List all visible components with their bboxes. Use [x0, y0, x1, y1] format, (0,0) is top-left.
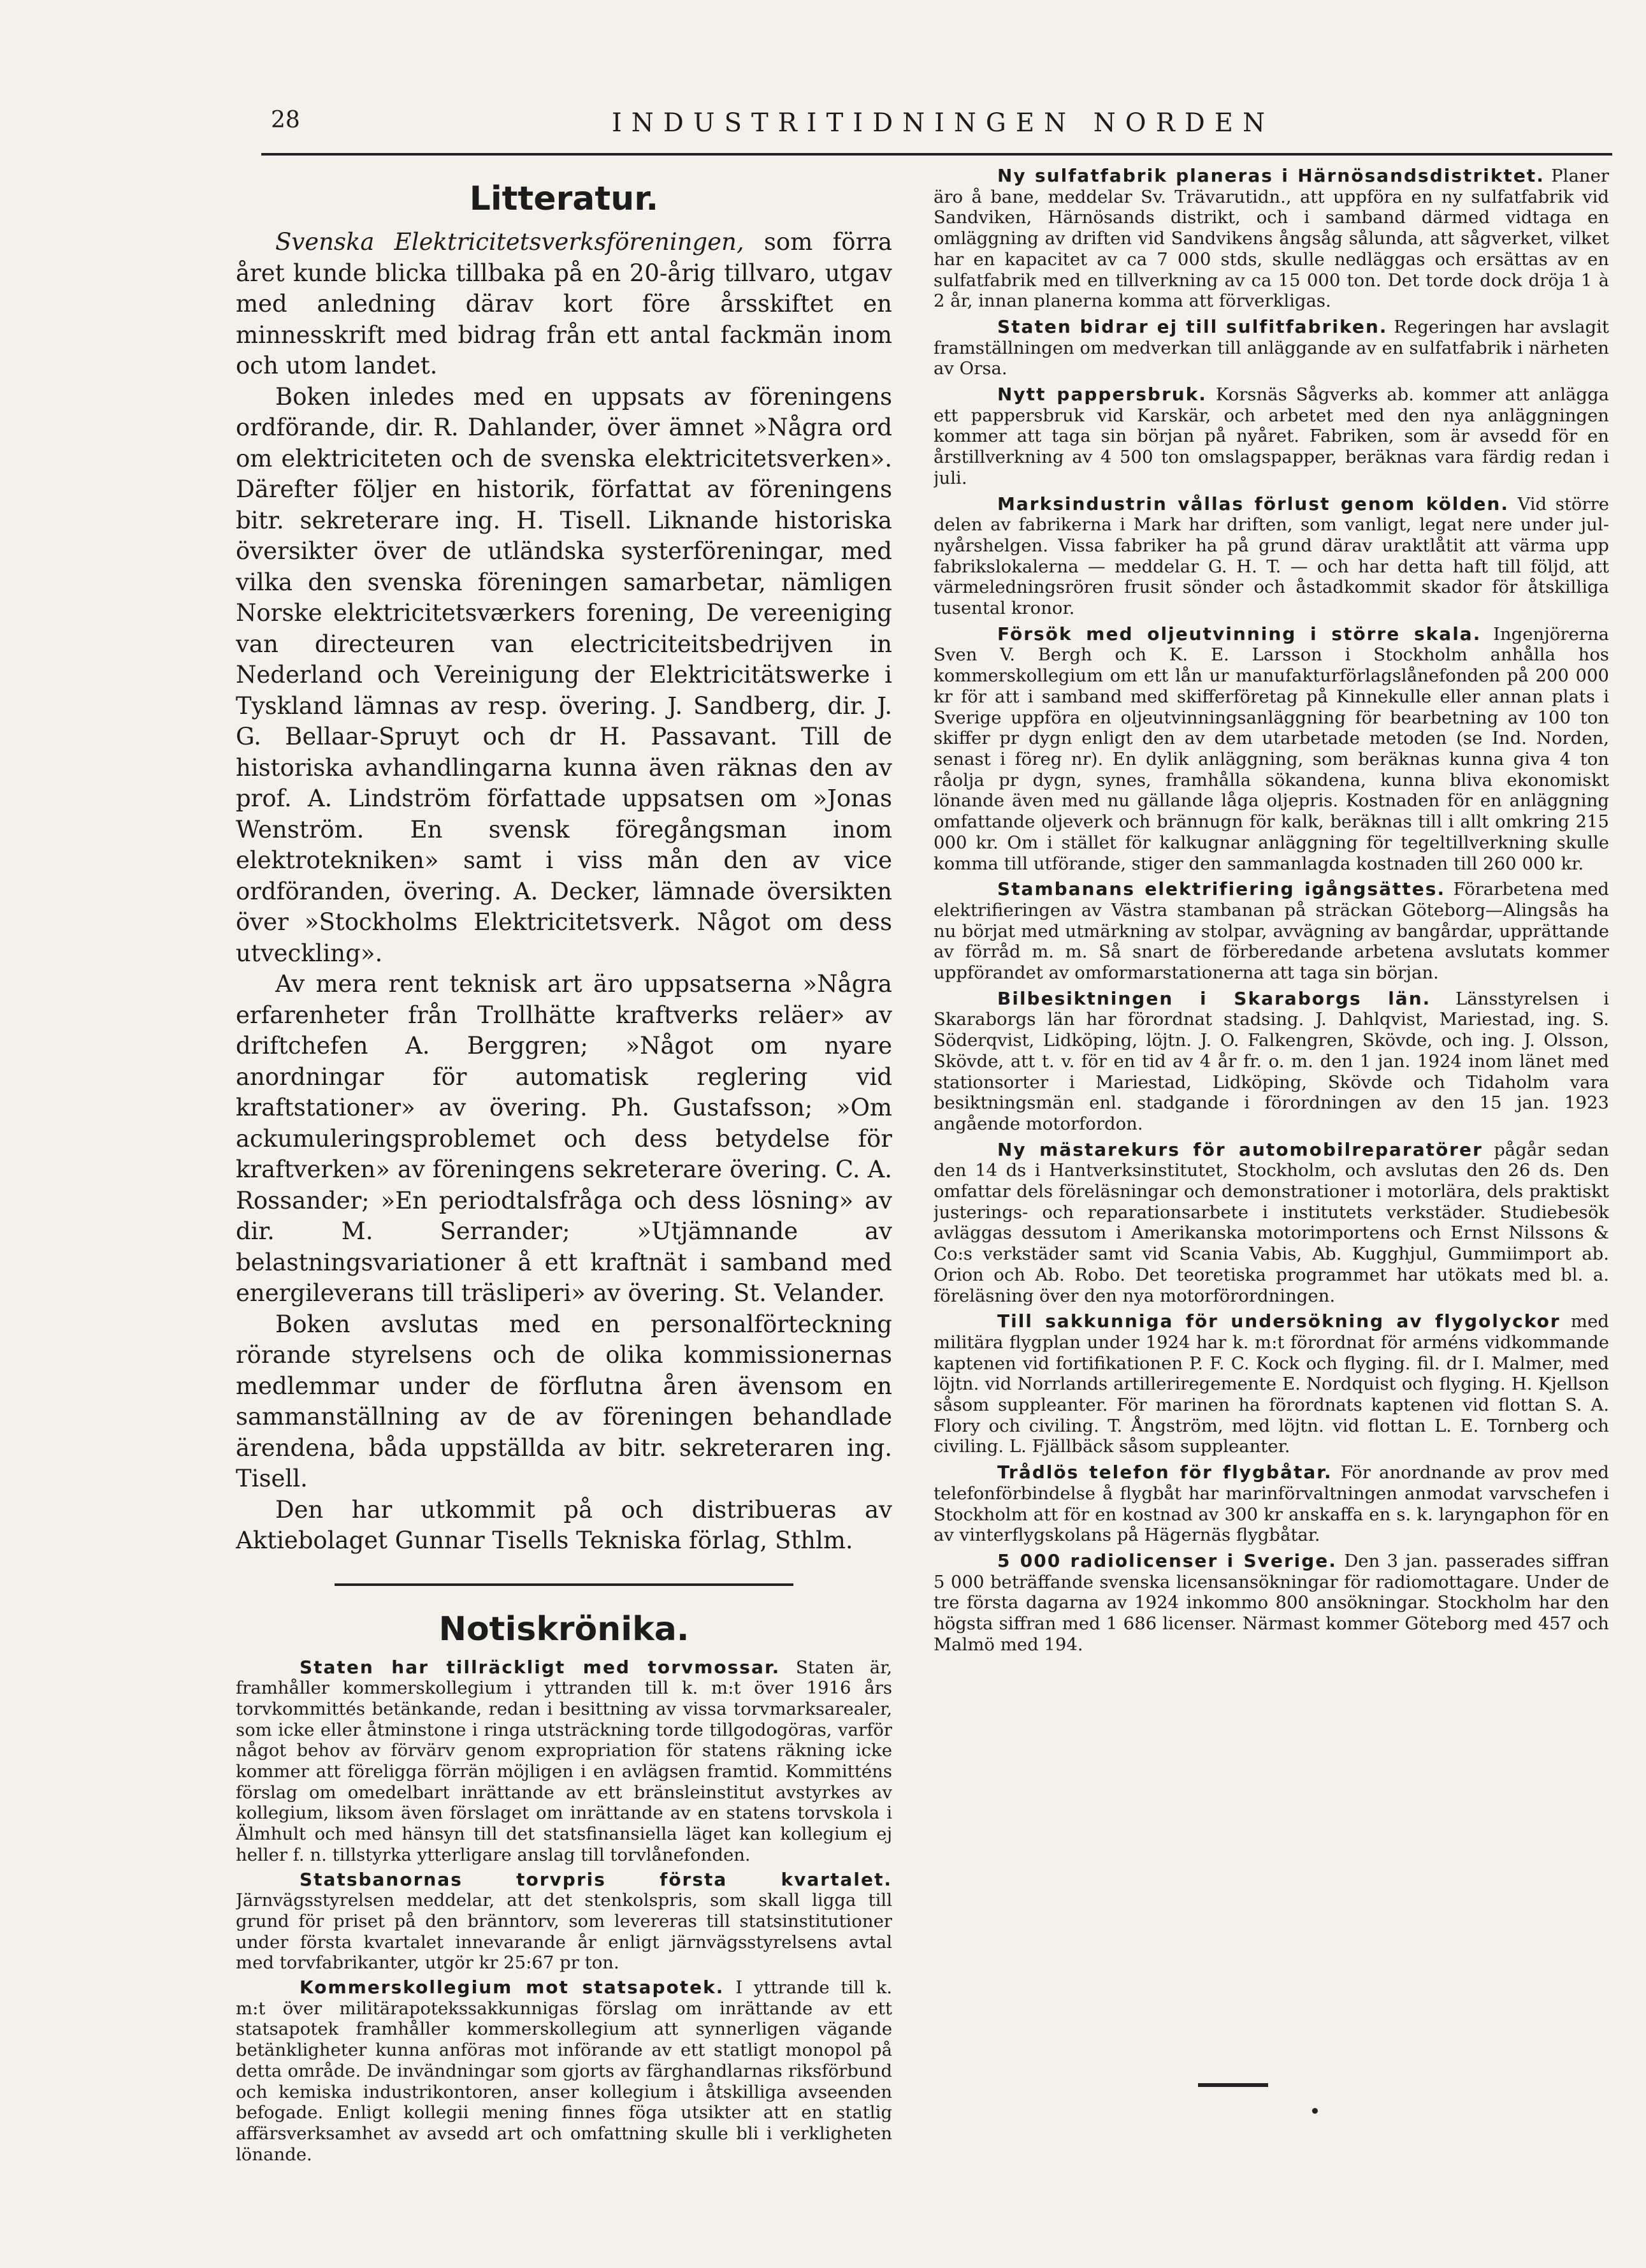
news-item [934, 494, 1609, 619]
news-text: Ingenjörerna Sven V. Bergh och K. E. Larsson i Stockholm anhålla hos kommerskollegium om ett lån ur manufakturförlagslånefonden på 200 000 kr för att i samband med skifferföretag på Kinnekulle eller annan plats i Sverige uppföra en oljeutvinningsanläggning för bearbetning av 100 ton skiffer pr dygn enligt den av dem utarbetade metoden (se Ind. Norden, senast i föreg nr). En dylik anläggning, som beräknas kunna giva 4 ton råolja pr dygn, synes, framhålla sökandena, kunna bliva ekonomiskt lönande även med nu gällande låga oljepris. Kostnaden för en anläggning omfattande oljeverk och brännugn för kalk, beräknas till i allt omkring 215 000 kr. Om i stället för kalkugnar anläggning för tegeltillverkning skulle komma till utförande, stiger den sammanlagda kostnaden till 260 000 kr. [934, 623, 1609, 874]
paragraph-text: som förra året kunde blicka tillbaka på en 20-årig tillvaro, utgav med anledning därav kort före årsskiftet en minnesskrift med bidrag från ett antal fackmän inom och utom landet. [236, 228, 892, 379]
section-divider [335, 1583, 793, 1586]
news-text: För anordnande av prov med telefonförbindelse å flygbåt har marinförvaltningen anmodat varvschefen i Stockholm att för en kostnad av 300 kr anskaffa en s. k. laryngaphon för en av vinterflygskolans på Hägernäs flygbåtar. [934, 1462, 1609, 1546]
news-heading: 5 000 radiolicenser i Sverige. [997, 1550, 1337, 1571]
news-heading: Trådlös telefon för flygbåtar. [997, 1462, 1332, 1483]
notiskronika-title: Notiskrönika. [438, 1610, 689, 1648]
news-text: I yttrande till k. m:t över militärapotekssakkunnigas förslag om inrättande av ett statsapotek framhåller kommerskollegium att synnerligen vägande betänkligheter kunna anföras mot införande av ett statligt monopol på detta område. De invändningar som gjorts av färghandlarnas riksförbund och kemiska industrikontoren, anser kollegium i åtskilliga avseenden befogade. Enligt kollegii mening finnes föga utsikter att en statlig affärsverksamhet av avsedd art och omfattning skulle bli i verkligheten lönande. [236, 1977, 892, 2165]
news-text: Den 3 jan. passerades siffran 5 000 beträffande svenska licensansökningar för radiomottagare. Under de tre första dagarna av 1924 inkommo 800 ansökningar. Stockholm har den högsta siffran med 1 686 licenser. Närmast kommer Göteborg med 457 och Malmö med 194. [934, 1551, 1609, 1655]
news-text: Korsnäs Sågverks ab. kommer att anlägga ett pappersbruk vid Karskär, och arbetet med den nya anläggningen kommer att taga sin början på nyåret. Fabriken, som är avsedd för en årstillverkning av 4 500 ton omslagspapper, beräknas vara färdig redan i juli. [934, 384, 1609, 488]
litteratur-body [236, 227, 892, 1557]
litteratur-paragraph: Boken avslutas med en personalförteckning rörande styrelsens och de olika kommissionernas medlemmar under de förflutna åren ävensom en sammanställning av de av föreningen behandlade ärendena, båda uppställda av bitr. sekreteraren ing. Tisell. [236, 1310, 892, 1492]
news-item [934, 166, 1609, 312]
news-text: pågår sedan den 14 ds i Hantverksinstitutet, Stockholm, och avslutas den 26 ds. Den omfattar dels föreläsningar och demonstrationer i motorlära, dels praktiskt justerings- och reparationsarbete i institutets verkstäder. Studiebesök avläggas dessutom i Amerikanska motorimportens och Ernst Nilssons & Co:s verkstäder samt vid Scania Vabis, Ab. Kugghjul, Gummiimport ab. Orion och Ab. Robo. Det teoretiska programmet har utökats med bl. a. föreläsning över den nya motorförordningen. [934, 1139, 1609, 1306]
notiskronika-right-items [934, 166, 1609, 1655]
news-item [934, 317, 1609, 379]
news-heading: Ny sulfatfabrik planeras i Härnösandsdistriktet. [997, 166, 1545, 186]
news-item [934, 1311, 1609, 1457]
news-heading: Försök med oljeutvinning i större skala. [997, 623, 1482, 644]
news-heading: Bilbesiktningen i Skaraborgs län. [997, 987, 1431, 1009]
news-text: Järnvägsstyrelsen meddelar, att det stenkolspris, som skall ligga till grund för priset på den bränntorv, som levereras till statsinstitutioner under första kvartalet innevarande år enligt järnvägsstyrelsens avtal med torvfabrikanter, utgör kr 25:67 pr ton. [236, 1890, 892, 1974]
header-rule [261, 153, 1612, 156]
litteratur-paragraph: Den har utkommit på och distribueras av Aktiebolaget Gunnar Tisells Tekniska förlag, Sthlm. [236, 1495, 892, 1554]
news-item [934, 989, 1609, 1135]
news-item [934, 1551, 1609, 1655]
news-text: Regeringen har avslagit framställningen om medverkan till anläggande av en sulfatfabrik i närheten av Orsa. [934, 316, 1609, 379]
news-item [934, 879, 1609, 984]
litteratur-paragraph: Boken inledes med en uppsats av föreningens ordförande, dir. R. Dahlander, över ämnet »Några ord om elektriciteten och de svenska elektricitetsverken». Därefter följer en historik, författat av föreningens bitr. sekreterare ing. H. Tisell. Liknande historiska översikter över de utländska systerföreningar, med vilka den svenska föreningen samarbetar, nämligen Norske elektricitetsværkers forening, De vereeniging van directeuren van electriciteitsbedrijven in Nederland och Vereinigung der Elektricitätswerke i Tyskland lämnas av resp. övering. J. Sandberg, dir. J. G. Bellaar-Spruyt och dr H. Passavant. Till de historiska avhandlingarna kunna även räknas den av prof. A. Lindström författade uppsatsen om »Jonas Wenström. En svensk föregångsman inom elektrotekniken» samt i viss mån den av vice ordföranden, övering. A. Decker, lämnade översikten över »Stockholms Elektricitetsverk. Något om dess utveckling». [236, 382, 892, 967]
news-text: Staten är, framhåller kommerskollegium i yttranden till k. m:t över 1916 års torvkommittés betänkande, redan i besittning av vissa torvmarksarealer, som icke eller åtminstone i ringa utsträckning torde tillgodogöras, varför något behov av förvärv genom expropriation för statens räkning icke kommer att föreligga förrän möjligen i en avlägsen framtid. Kommitténs förslag om omedelbart inrättande av ett bränsleinstitut avstyrkes av kollegium, liksom även förslaget om inrättande av en statens torvskola i Älmhult och med hänsyn till det statsfinansiella läget kan kollegium ej heller f. n. tillstyrka ytterligare anslag till torvlånefonden. [236, 1657, 892, 1865]
news-item [236, 1977, 892, 2165]
news-heading: Staten har tillräckligt med torvmossar. [300, 1656, 781, 1678]
society-name: Svenska Elektricitetsverksföreningen, [275, 228, 744, 256]
news-heading: Kommerskollegium mot statsapotek. [300, 1977, 725, 1998]
notiskronika-left-items [236, 1657, 892, 2165]
litteratur-title: Litteratur. [469, 180, 659, 218]
news-heading: Ny mästarekurs för automobilreparatörer [997, 1138, 1483, 1160]
news-item [934, 1462, 1609, 1546]
news-item [934, 1140, 1609, 1307]
news-item [236, 1657, 892, 1866]
news-item [236, 1870, 892, 1974]
end-dot [1312, 2108, 1318, 2114]
news-heading: Till sakkunniga för undersökning av flygolyckor [997, 1311, 1561, 1332]
page-number: 28 [271, 107, 300, 133]
news-heading: Statsbanornas torvpris första kvartalet. [300, 1868, 892, 1890]
news-text: Förarbetena med elektrifieringen av Västra stambanan på sträckan Göteborg—Alingsås ha nu börjat med utmärkning av stolpar, avvägning av bangårdar, upprättande av förråd m. m. Så snart de förberedande arbetena avslutats kommer uppförandet av omformarstationerna att taga sin början. [934, 879, 1609, 984]
right-column [934, 166, 1609, 2078]
news-text: Vid större delen av fabrikerna i Mark har driften, som vanligt, legat nere under jul-nyårshelgen. Vissa fabriker ha på grund därav uraktlåtit att värma upp fabrikslokalerna — meddelar G. H. T. — och har detta haft till följd, att värmeledningsrören frusit sönder och åstadkommit skador för åtskilliga tusental kronor. [934, 493, 1609, 619]
litteratur-paragraph: Av mera rent teknisk art äro uppsatserna »Några erfarenheter från Trollhätte kraftverks reläer» av driftchefen A. Berggren; »Något om nyare anordningar för automatisk reglering vid kraftstationer» av övering. Ph. Gustafsson; »Om ackumuleringsproblemet och dess betydelse för kraftverken» av föreningens sekreterare övering. C. A. Rossander; »En periodtalsfråga och dess lösning» av dir. M. Serrander; »Utjämnande av belastningsvariationer å ett kraftnät i samband med energileverans till träsliperi» av övering. St. Velander. [236, 970, 892, 1307]
news-heading: Nytt pappersbruk. [997, 384, 1207, 405]
news-item [934, 624, 1609, 874]
news-heading: Marksindustrin vållas förlust genom kölden. [997, 493, 1510, 514]
news-item [934, 384, 1609, 489]
end-of-column-rule [1198, 2083, 1268, 2087]
left-column [236, 166, 892, 2167]
litteratur-paragraph [236, 227, 892, 382]
news-text: med militära flygplan under 1924 har k. m:t förordnat för arméns vidkommande kaptenen vid fortifikationen P. F. C. Kock och flyging. fil. dr I. Malmer, med löjtn. vid Norrlands artilleriregemente E. Nordquist och flyging. H. Kjellson såsom suppleanter. För marinen ha förordnats kaptenen vid flottan S. A. Flory och civiling. T. Ångström, med löjtn. vid flottan L. E. Tornberg och civiling. L. Fjällbäck såsom suppleanter. [934, 1311, 1609, 1457]
news-text: Länsstyrelsen i Skaraborgs län har förordnat stadsing. J. Dahlqvist, Mariestad, ing. S. Söderqvist, Lidköping, löjtn. J. O. Falkengren, Skövde, och ing. J. Olsson, Skövde, att t. v. för en tid av 4 år fr. o. m. den 1 jan. 1924 inom länet med stationsorter i Mariestad, Lidköping, Skövde och Tidaholm vara besiktningsmän enl. stadgande i förordningen av den 15 jan. 1923 angående motorfordon. [934, 988, 1609, 1134]
news-heading: Stambanans elektrifiering igångsättes. [997, 878, 1446, 900]
running-head: INDUSTRITIDNINGEN NORDEN [612, 108, 1274, 138]
news-heading: Staten bidrar ej till sulfitfabriken. [997, 316, 1388, 337]
news-text: Planer äro å bane, meddelar Sv. Trävarutidn., att uppföra en ny sulfatfabrik vid Sandviken, Härnösands distrikt, och i samband därmed vidtaga en omläggning av driften vid Sandvikens ångsåg sålunda, att sågverket, vilket har en kapacitet av ca 7 000 stds, skulle nedläggas och ersättas av en sulfatfabrik med en tillverkning av ca 15 000 ton. Det torde dock dröja 1 à 2 år, innan planerna komma att förverkligas. [934, 166, 1609, 312]
